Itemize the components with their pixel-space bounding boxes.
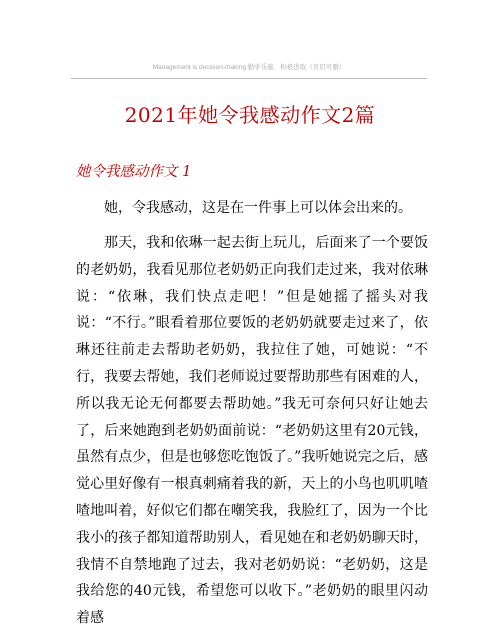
document-title: 2021年她令我感动作文2篇 [124,103,376,127]
paragraph-story: 那天，我和依琳一起去街上玩儿，后面来了一个要饭的老奶奶，我看见那位老奶奶正向我们走过来，我对依琳说：“依琳，我们快点走吧！”但是她摇了摇头对我说：“不行。”眼看着那位要饭的老奶奶就要走过来了，依琳还往前走去帮助老奶奶，我拉住了她，可她说：“不行，我要去帮她，我们老师说过要帮助那些有困难的人，所以我无论无何都要去帮助她。”我无可奈何只好让她去了，后来她跑到老奶奶面前说：“老奶奶这里有20元钱，虽然有点少，但是也够您吃饱饭了。”我听她说完之后，感觉心里好像有一根真刺痛着我的新，天上的小鸟也叽叽喳喳地叫着，好似它们都在嘲笑我，我脸红了，因为一个比我小的孩子都知道帮助别人，看见她在和老奶奶聊天时，我情不自禁地跑了过去，我对老奶奶说：“老奶奶，这是我给您的40元钱，希望您可以收下。”老奶奶的眼里闪动着感 [76,235,428,627]
page-header-text: Management is decision-making 勤学乐施 积极进取（页眉可删） [152,64,346,71]
paragraph-intro: 她，令我感动，这是在一件事上可以体会出来的。 [104,200,412,216]
section-heading: 她令我感动作文 1 [76,164,192,180]
header-divider [71,78,427,79]
